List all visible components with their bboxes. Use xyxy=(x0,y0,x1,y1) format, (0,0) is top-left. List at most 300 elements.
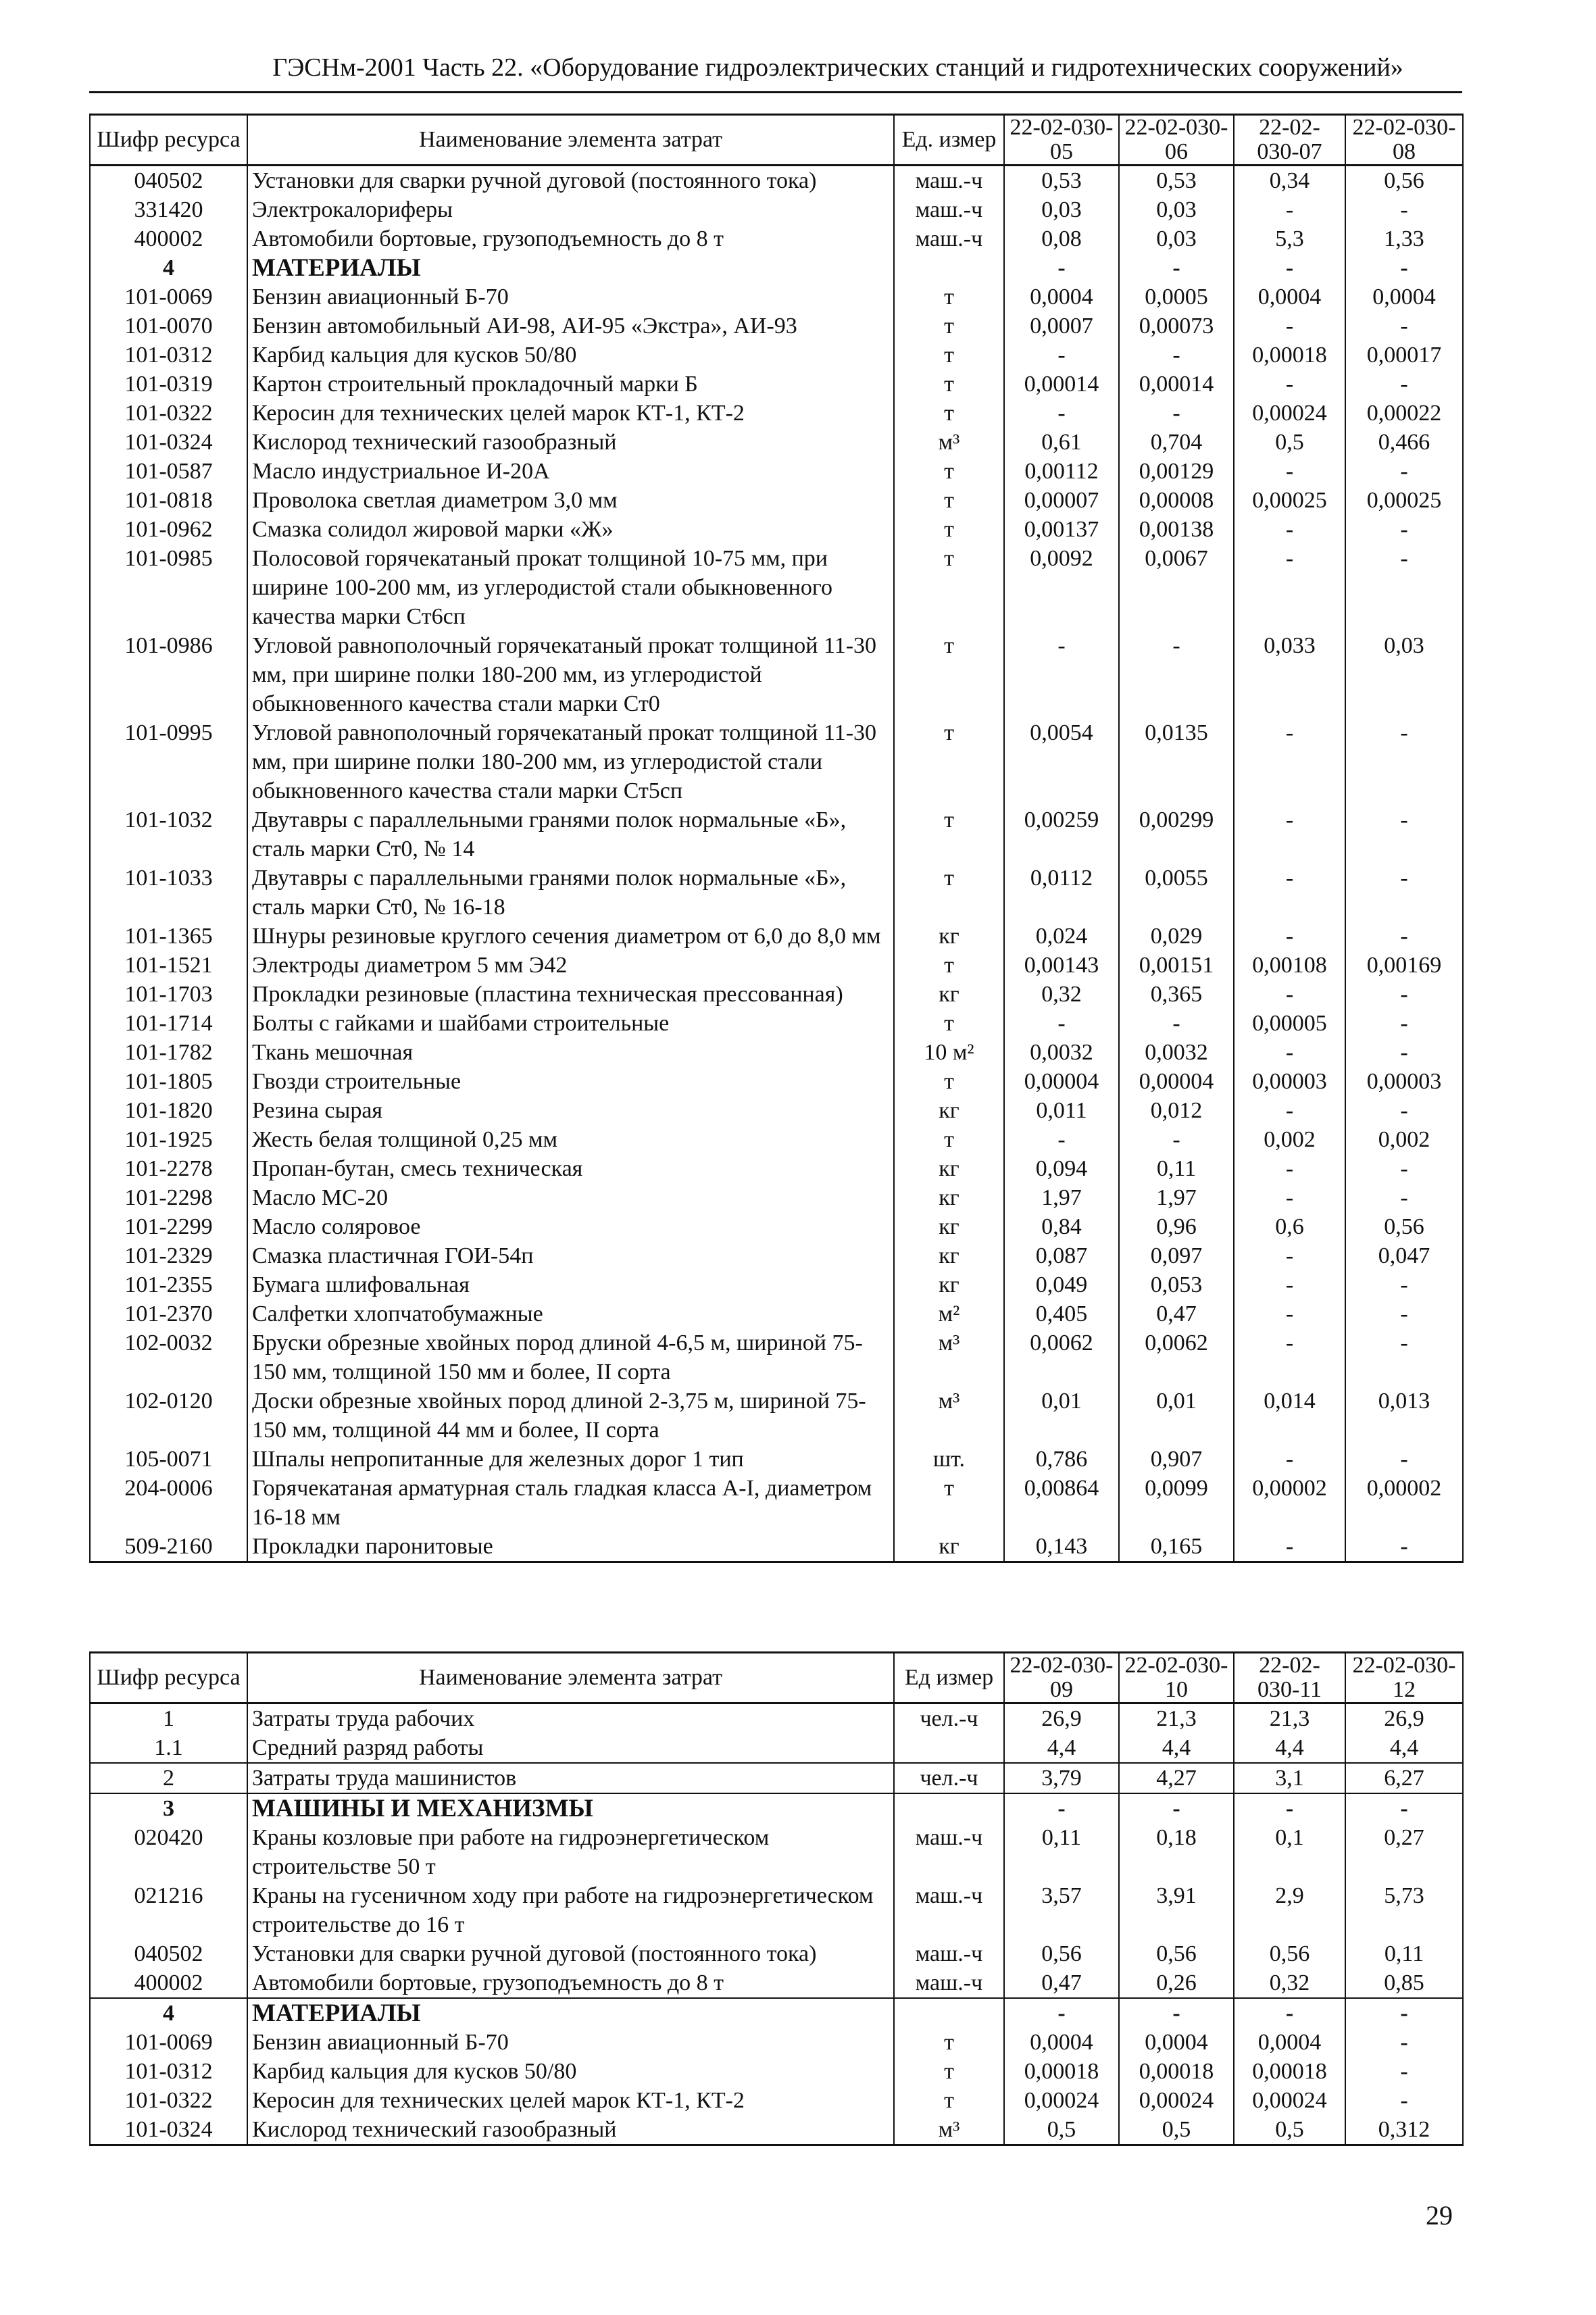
cost-element-name: Двутавры с параллельными гранями полок нормальные «Б», сталь марки Ст0, № 14 xyxy=(247,805,894,864)
unit: маш.-ч xyxy=(894,1823,1004,1881)
value-col-2: 0,907 xyxy=(1119,1445,1234,1474)
resource-code: 101-2370 xyxy=(90,1299,247,1328)
value-col-2: 3,91 xyxy=(1119,1881,1234,1939)
table-row xyxy=(90,312,1463,341)
value-col-2: 0,00073 xyxy=(1119,312,1234,341)
value-col-3: 0,00003 xyxy=(1234,1067,1345,1096)
value-col-2: 0,11 xyxy=(1119,1154,1234,1183)
unit: т xyxy=(894,1009,1004,1038)
resource-code: 101-0312 xyxy=(90,2057,247,2086)
table-row xyxy=(90,486,1463,515)
value-col-4: 0,00003 xyxy=(1345,1067,1463,1096)
value-col-2: - xyxy=(1119,1998,1234,2028)
cost-element-name: Установки для сварки ручной дуговой (постоянного тока) xyxy=(247,166,894,196)
value-col-1: 0,00864 xyxy=(1004,1474,1119,1532)
table-row xyxy=(90,544,1463,631)
value-col-3: 0,6 xyxy=(1234,1212,1345,1241)
value-col-3: - xyxy=(1234,1998,1345,2028)
unit: т xyxy=(894,2086,1004,2115)
unit: т xyxy=(894,282,1004,312)
value-col-1: 0,143 xyxy=(1004,1532,1119,1562)
table-row xyxy=(90,515,1463,544)
value-col-1: 0,08 xyxy=(1004,224,1119,253)
cost-element-name: Кислород технический газообразный xyxy=(247,428,894,457)
header-rule xyxy=(89,91,1462,93)
col-header-c2: 22-02-030-06 xyxy=(1119,115,1234,166)
value-col-4: - xyxy=(1345,1998,1463,2028)
value-col-1: 0,84 xyxy=(1004,1212,1119,1241)
value-col-4: - xyxy=(1345,515,1463,544)
unit: т xyxy=(894,631,1004,718)
resource-code: 020420 xyxy=(90,1823,247,1881)
value-col-4: - xyxy=(1345,2057,1463,2086)
value-col-4: 0,00002 xyxy=(1345,1474,1463,1532)
resource-code: 105-0071 xyxy=(90,1445,247,1474)
resource-code: 101-0587 xyxy=(90,457,247,486)
value-col-4: - xyxy=(1345,253,1463,282)
value-col-3: 0,00025 xyxy=(1234,486,1345,515)
value-col-4: - xyxy=(1345,718,1463,805)
col-header-unit: Ед. измер xyxy=(894,115,1004,166)
table-header-row xyxy=(90,115,1463,166)
table-header-row xyxy=(90,1653,1463,1703)
table-row xyxy=(90,2028,1463,2057)
value-col-2: 0,96 xyxy=(1119,1212,1234,1241)
value-col-1: - xyxy=(1004,1793,1119,1823)
value-col-2: 0,165 xyxy=(1119,1532,1234,1562)
table-row xyxy=(90,195,1463,224)
table-row xyxy=(90,1154,1463,1183)
unit: кг xyxy=(894,1096,1004,1125)
value-col-4: 0,03 xyxy=(1345,631,1463,718)
value-col-1: 0,011 xyxy=(1004,1096,1119,1125)
value-col-1: 0,0062 xyxy=(1004,1328,1119,1387)
table-row xyxy=(90,1445,1463,1474)
value-col-2: 0,012 xyxy=(1119,1096,1234,1125)
value-col-3: - xyxy=(1234,253,1345,282)
table-row xyxy=(90,370,1463,399)
resource-code: 3 xyxy=(90,1793,247,1823)
value-col-1: 0,087 xyxy=(1004,1241,1119,1270)
value-col-2: 0,0099 xyxy=(1119,1474,1234,1532)
cost-element-name: МАШИНЫ И МЕХАНИЗМЫ xyxy=(247,1793,894,1823)
unit: т xyxy=(894,2057,1004,2086)
table-row xyxy=(90,1096,1463,1125)
cost-element-name: Шпалы непропитанные для железных дорог 1 тип xyxy=(247,1445,894,1474)
table-row xyxy=(90,1532,1463,1562)
table-row xyxy=(90,718,1463,805)
value-col-4: 0,00025 xyxy=(1345,486,1463,515)
cost-element-name: Гвозди строительные xyxy=(247,1067,894,1096)
value-col-1: 0,00137 xyxy=(1004,515,1119,544)
value-col-1: 0,00024 xyxy=(1004,2086,1119,2115)
value-col-4: 1,33 xyxy=(1345,224,1463,253)
table-row xyxy=(90,166,1463,196)
value-col-4: - xyxy=(1345,195,1463,224)
unit: т xyxy=(894,370,1004,399)
section-row xyxy=(90,253,1463,282)
value-col-4: - xyxy=(1345,457,1463,486)
value-col-1: 0,0004 xyxy=(1004,282,1119,312)
value-col-2: - xyxy=(1119,1793,1234,1823)
value-col-1: 0,56 xyxy=(1004,1939,1119,1968)
unit: т xyxy=(894,457,1004,486)
table-row xyxy=(90,1299,1463,1328)
unit: м³ xyxy=(894,1387,1004,1445)
value-col-4: 26,9 xyxy=(1345,1703,1463,1734)
resource-code: 040502 xyxy=(90,1939,247,1968)
value-col-2: 0,0032 xyxy=(1119,1038,1234,1067)
value-col-4: - xyxy=(1345,2028,1463,2057)
cost-element-name: Жесть белая толщиной 0,25 мм xyxy=(247,1125,894,1154)
table-row xyxy=(90,1474,1463,1532)
value-col-1: 0,01 xyxy=(1004,1387,1119,1445)
value-col-4: 6,27 xyxy=(1345,1763,1463,1793)
unit: маш.-ч xyxy=(894,1968,1004,1998)
value-col-4: - xyxy=(1345,1154,1463,1183)
cost-element-name: Горячекатаная арматурная сталь гладкая класса А-I, диаметром 16-18 мм xyxy=(247,1474,894,1532)
col-header-c1: 22-02-030-05 xyxy=(1004,115,1119,166)
value-col-2: 0,56 xyxy=(1119,1939,1234,1968)
resource-code: 101-2299 xyxy=(90,1212,247,1241)
value-col-3: - xyxy=(1234,980,1345,1009)
value-col-3: - xyxy=(1234,515,1345,544)
page-number: 29 xyxy=(1426,2200,1453,2231)
cost-element-name: Смазка пластичная ГОИ-54п xyxy=(247,1241,894,1270)
value-col-1: 0,00143 xyxy=(1004,951,1119,980)
value-col-4: - xyxy=(1345,1328,1463,1387)
resource-code: 101-0319 xyxy=(90,370,247,399)
value-col-3: 0,0004 xyxy=(1234,2028,1345,2057)
value-col-3: 0,00108 xyxy=(1234,951,1345,980)
cost-element-name: Карбид кальция для кусков 50/80 xyxy=(247,2057,894,2086)
value-col-3: - xyxy=(1234,370,1345,399)
value-col-1: 0,00004 xyxy=(1004,1067,1119,1096)
col-header-c4: 22-02-030-08 xyxy=(1345,115,1463,166)
value-col-2: 0,365 xyxy=(1119,980,1234,1009)
col-header-unit: Ед измер xyxy=(894,1653,1004,1703)
value-col-4: - xyxy=(1345,1270,1463,1299)
value-col-3: - xyxy=(1234,195,1345,224)
section-row xyxy=(90,1793,1463,1823)
table-row xyxy=(90,1939,1463,1968)
value-col-3: 0,00024 xyxy=(1234,399,1345,428)
unit: т xyxy=(894,399,1004,428)
cost-element-name: Ткань мешочная xyxy=(247,1038,894,1067)
unit: т xyxy=(894,951,1004,980)
page-header: ГЭСНм-2001 Часть 22. «Оборудование гидроэлектрических станций и гидротехнических сооружений» xyxy=(272,53,1403,82)
resource-code: 101-0986 xyxy=(90,631,247,718)
resource-code: 204-0006 xyxy=(90,1474,247,1532)
unit: маш.-ч xyxy=(894,195,1004,224)
value-col-2: 4,4 xyxy=(1119,1733,1234,1763)
value-col-4: 0,56 xyxy=(1345,166,1463,196)
value-col-4: 0,56 xyxy=(1345,1212,1463,1241)
unit: т xyxy=(894,1474,1004,1532)
unit: шт. xyxy=(894,1445,1004,1474)
resource-code: 101-1805 xyxy=(90,1067,247,1096)
cost-element-name: Шнуры резиновые круглого сечения диаметром от 6,0 до 8,0 мм xyxy=(247,922,894,951)
value-col-2: 0,00138 xyxy=(1119,515,1234,544)
table-row xyxy=(90,1823,1463,1881)
value-col-4: 0,00022 xyxy=(1345,399,1463,428)
table-row xyxy=(90,805,1463,864)
value-col-3: - xyxy=(1234,864,1345,922)
value-col-3: - xyxy=(1234,1532,1345,1562)
cost-element-name: Салфетки хлопчатобумажные xyxy=(247,1299,894,1328)
cost-element-name: Пропан-бутан, смесь техническая xyxy=(247,1154,894,1183)
resource-code: 101-2355 xyxy=(90,1270,247,1299)
cost-element-name: Затраты труда машинистов xyxy=(247,1763,894,1793)
unit: кг xyxy=(894,1241,1004,1270)
value-col-2: 0,03 xyxy=(1119,195,1234,224)
value-col-1: 26,9 xyxy=(1004,1703,1119,1734)
value-col-3: - xyxy=(1234,1299,1345,1328)
value-col-3: 0,32 xyxy=(1234,1968,1345,1998)
value-col-4: - xyxy=(1345,1299,1463,1328)
value-col-3: - xyxy=(1234,457,1345,486)
cost-element-name: Керосин для технических целей марок КТ-1, КТ-2 xyxy=(247,399,894,428)
value-col-2: 0,01 xyxy=(1119,1387,1234,1445)
value-col-4: 0,312 xyxy=(1345,2115,1463,2145)
value-col-4: 0,27 xyxy=(1345,1823,1463,1881)
cost-element-name: Бруски обрезные хвойных пород длиной 4-6,5 м, шириной 75-150 мм, толщиной 150 мм и более, II сорта xyxy=(247,1328,894,1387)
cost-element-name: Резина сырая xyxy=(247,1096,894,1125)
table-row xyxy=(90,1328,1463,1387)
resource-code: 101-2329 xyxy=(90,1241,247,1270)
value-col-1: 0,00112 xyxy=(1004,457,1119,486)
cost-element-name: Автомобили бортовые, грузоподъемность до 8 т xyxy=(247,224,894,253)
value-col-3: 0,033 xyxy=(1234,631,1345,718)
unit: т xyxy=(894,312,1004,341)
value-col-4: 0,00017 xyxy=(1345,341,1463,370)
value-col-1: 1,97 xyxy=(1004,1183,1119,1212)
cost-element-name: Бензин автомобильный АИ-98, АИ-95 «Экстра», АИ-93 xyxy=(247,312,894,341)
value-col-1: - xyxy=(1004,631,1119,718)
col-header-c1: 22-02-030-09 xyxy=(1004,1653,1119,1703)
unit: т xyxy=(894,718,1004,805)
value-col-1: 0,0092 xyxy=(1004,544,1119,631)
value-col-4: - xyxy=(1345,370,1463,399)
table-row xyxy=(90,1183,1463,1212)
value-col-4: - xyxy=(1345,864,1463,922)
value-col-3: - xyxy=(1234,1328,1345,1387)
value-col-4: 0,11 xyxy=(1345,1939,1463,1968)
unit: т xyxy=(894,486,1004,515)
unit: м² xyxy=(894,1299,1004,1328)
value-col-3: 0,34 xyxy=(1234,166,1345,196)
table-row xyxy=(90,341,1463,370)
unit: кг xyxy=(894,922,1004,951)
cost-element-name: Затраты труда рабочих xyxy=(247,1703,894,1734)
value-col-2: 0,0135 xyxy=(1119,718,1234,805)
unit: кг xyxy=(894,980,1004,1009)
value-col-3: 0,56 xyxy=(1234,1939,1345,1968)
cost-element-name: Бензин авиационный Б-70 xyxy=(247,2028,894,2057)
value-col-1: 0,53 xyxy=(1004,166,1119,196)
value-col-4: - xyxy=(1345,2086,1463,2115)
value-col-3: - xyxy=(1234,1096,1345,1125)
col-header-name: Наименование элемента затрат xyxy=(247,1653,894,1703)
resource-table-2 xyxy=(89,1651,1464,2146)
resource-code: 101-0962 xyxy=(90,515,247,544)
value-col-3: - xyxy=(1234,922,1345,951)
value-col-2: 0,0067 xyxy=(1119,544,1234,631)
unit: маш.-ч xyxy=(894,224,1004,253)
table-row xyxy=(90,1387,1463,1445)
table-row xyxy=(90,399,1463,428)
value-col-3: 21,3 xyxy=(1234,1703,1345,1734)
value-col-4: - xyxy=(1345,1096,1463,1125)
resource-code: 101-1925 xyxy=(90,1125,247,1154)
cost-element-name: Масло индустриальное И-20А xyxy=(247,457,894,486)
cost-element-name: Краны на гусеничном ходу при работе на гидроэнергетическом строительстве до 16 т xyxy=(247,1881,894,1939)
unit: маш.-ч xyxy=(894,166,1004,196)
resource-code: 101-1703 xyxy=(90,980,247,1009)
value-col-1: 0,786 xyxy=(1004,1445,1119,1474)
value-col-2: 0,00024 xyxy=(1119,2086,1234,2115)
resource-code: 101-1033 xyxy=(90,864,247,922)
value-col-1: 0,0007 xyxy=(1004,312,1119,341)
value-col-1: 0,47 xyxy=(1004,1968,1119,1998)
cost-element-name: Кислород технический газообразный xyxy=(247,2115,894,2145)
resource-code: 101-0324 xyxy=(90,428,247,457)
value-col-4: 0,047 xyxy=(1345,1241,1463,1270)
resource-code: 101-1365 xyxy=(90,922,247,951)
value-col-2: 0,00299 xyxy=(1119,805,1234,864)
table-row xyxy=(90,457,1463,486)
cost-element-name: Угловой равнополочный горячекатаный прокат толщиной 11-30 мм, при ширине полки 180-200 мм, из углеродистой стали обыкновенного качества стали марки Ст5сп xyxy=(247,718,894,805)
value-col-3: - xyxy=(1234,1793,1345,1823)
value-col-2: 21,3 xyxy=(1119,1703,1234,1734)
col-header-c3: 22-02-030-11 xyxy=(1234,1653,1345,1703)
value-col-4: - xyxy=(1345,1183,1463,1212)
resource-code: 102-0120 xyxy=(90,1387,247,1445)
value-col-3: - xyxy=(1234,1270,1345,1299)
col-header-code: Шифр ресурса xyxy=(90,115,247,166)
value-col-2: 4,27 xyxy=(1119,1763,1234,1793)
value-col-4: - xyxy=(1345,1532,1463,1562)
cost-element-name: Электрокалориферы xyxy=(247,195,894,224)
table-row xyxy=(90,980,1463,1009)
value-col-2: 0,0062 xyxy=(1119,1328,1234,1387)
resource-code: 101-2298 xyxy=(90,1183,247,1212)
cost-element-name: Картон строительный прокладочный марки Б xyxy=(247,370,894,399)
value-col-1: 0,405 xyxy=(1004,1299,1119,1328)
section-row xyxy=(90,1998,1463,2028)
resource-code: 040502 xyxy=(90,166,247,196)
value-col-4: - xyxy=(1345,1793,1463,1823)
table-row xyxy=(90,1038,1463,1067)
value-col-3: - xyxy=(1234,1445,1345,1474)
value-col-3: 3,1 xyxy=(1234,1763,1345,1793)
value-col-3: - xyxy=(1234,544,1345,631)
unit: чел.-ч xyxy=(894,1763,1004,1793)
value-col-1: 0,094 xyxy=(1004,1154,1119,1183)
resource-code: 101-1714 xyxy=(90,1009,247,1038)
value-col-1: 0,00007 xyxy=(1004,486,1119,515)
value-col-2: 0,00004 xyxy=(1119,1067,1234,1096)
table-row xyxy=(90,1881,1463,1939)
cost-element-name: Керосин для технических целей марок КТ-1, КТ-2 xyxy=(247,2086,894,2115)
table-row xyxy=(90,2115,1463,2145)
unit: т xyxy=(894,805,1004,864)
unit: м³ xyxy=(894,2115,1004,2145)
value-col-3: 0,00018 xyxy=(1234,341,1345,370)
value-col-3: 2,9 xyxy=(1234,1881,1345,1939)
resource-code: 101-1782 xyxy=(90,1038,247,1067)
value-col-3: 0,00018 xyxy=(1234,2057,1345,2086)
unit: кг xyxy=(894,1183,1004,1212)
table-row xyxy=(90,1270,1463,1299)
value-col-1: 0,0054 xyxy=(1004,718,1119,805)
value-col-2: 0,47 xyxy=(1119,1299,1234,1328)
table-row xyxy=(90,2057,1463,2086)
value-col-2: 0,029 xyxy=(1119,922,1234,951)
cost-element-name: Масло МС-20 xyxy=(247,1183,894,1212)
cost-element-name: Бумага шлифовальная xyxy=(247,1270,894,1299)
col-header-c4: 22-02-030-12 xyxy=(1345,1653,1463,1703)
unit: кг xyxy=(894,1532,1004,1562)
table-row xyxy=(90,1763,1463,1793)
unit: т xyxy=(894,864,1004,922)
resource-code: 101-0985 xyxy=(90,544,247,631)
value-col-2: 0,53 xyxy=(1119,166,1234,196)
value-col-4: 0,0004 xyxy=(1345,282,1463,312)
value-col-3: 0,00005 xyxy=(1234,1009,1345,1038)
value-col-3: 0,002 xyxy=(1234,1125,1345,1154)
unit: т xyxy=(894,515,1004,544)
resource-code: 4 xyxy=(90,253,247,282)
value-col-1: 3,57 xyxy=(1004,1881,1119,1939)
value-col-4: 5,73 xyxy=(1345,1881,1463,1939)
value-col-3: 0,0004 xyxy=(1234,282,1345,312)
table-row xyxy=(90,1968,1463,1998)
value-col-1: 0,03 xyxy=(1004,195,1119,224)
value-col-1: 0,5 xyxy=(1004,2115,1119,2145)
table-row xyxy=(90,1067,1463,1096)
value-col-1: - xyxy=(1004,1125,1119,1154)
table-row xyxy=(90,2086,1463,2115)
unit xyxy=(894,1998,1004,2028)
value-col-2: 0,00008 xyxy=(1119,486,1234,515)
value-col-4: - xyxy=(1345,1445,1463,1474)
value-col-3: - xyxy=(1234,312,1345,341)
value-col-4: 0,00169 xyxy=(1345,951,1463,980)
cost-element-name: Краны козловые при работе на гидроэнергетическом строительстве 50 т xyxy=(247,1823,894,1881)
unit: кг xyxy=(894,1270,1004,1299)
table-row xyxy=(90,951,1463,980)
col-header-c2: 22-02-030-10 xyxy=(1119,1653,1234,1703)
value-col-2: 0,26 xyxy=(1119,1968,1234,1998)
resource-table-1 xyxy=(89,114,1464,1563)
value-col-2: 0,00014 xyxy=(1119,370,1234,399)
cost-element-name: Смазка солидол жировой марки «Ж» xyxy=(247,515,894,544)
value-col-4: 0,466 xyxy=(1345,428,1463,457)
value-col-4: 0,85 xyxy=(1345,1968,1463,1998)
resource-code: 1 xyxy=(90,1703,247,1734)
cost-element-name: Масло соляровое xyxy=(247,1212,894,1241)
value-col-2: 0,03 xyxy=(1119,224,1234,253)
unit xyxy=(894,1793,1004,1823)
value-col-1: 0,11 xyxy=(1004,1823,1119,1881)
resource-code: 101-1820 xyxy=(90,1096,247,1125)
cost-element-name: Бензин авиационный Б-70 xyxy=(247,282,894,312)
cost-element-name: Полосовой горячекатаный прокат толщиной 10-75 мм, при ширине 100-200 мм, из углеродистой стали обыкновенного качества марки Ст6сп xyxy=(247,544,894,631)
value-col-3: - xyxy=(1234,1038,1345,1067)
value-col-1: 3,79 xyxy=(1004,1763,1119,1793)
cost-element-name: Угловой равнополочный горячекатаный прокат толщиной 11-30 мм, при ширине полки 180-200 мм, из углеродистой обыкновенного качества стали марки Ст0 xyxy=(247,631,894,718)
